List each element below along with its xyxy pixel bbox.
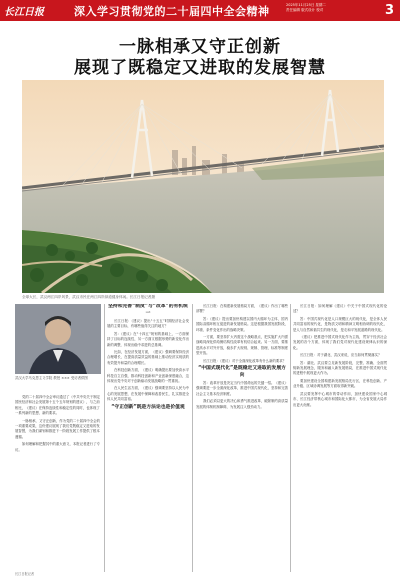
- article-paragraph: 答：《建议》在“十四五”规划的基础上，一方面保持了目标的连续性，另一方面又根据形势的新变化作出新的调整，体现出稳中求进的总基调。: [107, 331, 189, 347]
- article-paragraph: 《建议》把推进中国式现代化作为主线，贯穿于经济社会发展的各个方面，体现了我们党对现代化建设规律认识的深化。: [293, 335, 387, 350]
- newspaper-brand: 长江日报: [4, 7, 44, 18]
- article-paragraph: 答：《建议》提出要加快构建以国内大循环为主体、国内国际双循环相互促进的新发展格局。这是根据我国发展阶段、环境、条件变化作出的战略决策。: [196, 316, 288, 332]
- issue-date: 2025年11月25日 星期二: [286, 3, 326, 7]
- masthead: [0, 0, 400, 21]
- masthead-meta: [286, 3, 386, 12]
- page-number: 3: [384, 3, 394, 18]
- section-subhead: “守正创新”既是方法论也是价值观: [111, 404, 185, 410]
- intro-paragraph: 党的二十届四中全会审议通过了《中共中央关于制定国民经济和社会发展第十五个五年规划的建议》，与之前相比，《建议》在保持连续性和稳定性的同时，也体现了一系列新的思想、新的要求。: [15, 395, 100, 416]
- article-paragraph: 长江日报：在构建新发展格局方面，《建议》作出了哪些部署？: [196, 304, 288, 314]
- article-column-2: [107, 304, 189, 572]
- portrait-image: [15, 304, 101, 374]
- article-paragraph: 一方面，要坚持扩大内需这个战略基点，把实施扩大内需战略同深化供给侧结构性改革有机结合起来。另一方面，要推进高水平对外开放，稳步扩大规则、规制、管理、标准等制度型开放。: [196, 335, 288, 356]
- intro-column: [15, 395, 101, 571]
- photo-caption: 全球大长，武汉两江四岸风景，武汉市民在两江四岸绿道健身休闲。长江日报记者摄: [22, 295, 155, 299]
- article-paragraph: 答：改革开放是决定当代中国命运的关键一招。《建议》强调要进一步全面深化改革，推进中国式现代化，坚持和完善社会主义基本经济制度。: [196, 381, 288, 396]
- section-subhead: 坚持和完善“制度”与“改革”的有机统一: [108, 304, 188, 316]
- editor-credits: 责任编辑 版式设计 校对: [286, 7, 324, 12]
- column-divider: [192, 304, 193, 572]
- article-paragraph: 我们必须以更大的决心和勇气推进改革，破除制约高质量发展的体制机制障碍，为发展注入强劲动力。: [196, 399, 288, 409]
- article-paragraph: 武汉要发挥中心城市的带动作用，加快建设国家中心城市、长江经济带核心城市和国际化大都市，为全省发展大局作出更大贡献。: [293, 391, 387, 407]
- byline: 长江日报记者: [15, 572, 35, 576]
- article-paragraph: 长江日报：如何理解《建议》中关于中国式现代化的论述？: [293, 304, 387, 314]
- column-divider: [290, 304, 291, 572]
- article-paragraph: 要加快建设全国构建新发展格局先行区，在科技创新、产业升级、区域协调发展等方面取得新突破。: [293, 378, 387, 389]
- page-title-line1: 一脉相承又守正创新: [119, 37, 281, 57]
- interviewee-portrait: [15, 304, 101, 374]
- intro-paragraph: 如何理解和把握其中的重大意义，本报记者进行了专访。: [15, 442, 100, 452]
- page-title-line2: 展现了既稳定又进取的发展智慧: [74, 58, 326, 78]
- bridge-river-image: [22, 80, 384, 293]
- article-paragraph: 长江日报：对于湖北、武汉来说，应当如何贯彻落实？: [300, 353, 382, 358]
- section-subhead: “中国式现代化”是既稳定又进取的发展方向: [198, 366, 286, 378]
- portrait-caption: 武汉大学马克思主义学院 教授 ××× 受访者供图: [15, 376, 88, 380]
- article-paragraph: 在科技创新方面，《建议》明确提出要加快高水平科技自立自强，推动科技创新和产业创新深度融合，这体现出党中央对于创新驱动发展战略的一贯重视。: [107, 368, 189, 384]
- intro-paragraph: 一脉相承，又守正创新，作为党的二十届四中全会的一项重要成果，这份建议展现了我们党既稳定又进取的发展智慧，为我们谋划和推进下一阶段发展工作提供了根本遵循。: [15, 418, 100, 439]
- column-divider: [104, 304, 105, 572]
- article-paragraph: 答：中国式现代化是人口规模巨大的现代化，是全体人民共同富裕的现代化，是物质文明和精神文明相协调的现代化，是人与自然和谐共生的现代化，是走和平发展道路的现代化。: [293, 316, 387, 332]
- article-paragraph: 长江日报：《建议》对于全面深化改革有什么新的要求？: [203, 358, 287, 363]
- article-column-4: [293, 304, 387, 572]
- section-headline: 深入学习贯彻党的二十届四中全会精神: [74, 5, 270, 18]
- article-paragraph: 在人民生活方面，《建议》强调要坚持以人民为中心的发展思想，在发展中保障和改善民生，扎实推进全体人民共同富裕。: [107, 386, 189, 402]
- hero-photo: [22, 80, 384, 293]
- article-paragraph: 答：湖北、武汉要立足新发展阶段，完整、准确、全面贯彻新发展理念，服务和融入新发展格局，在推进中国式现代化的进程中展现更大作为。: [293, 360, 387, 376]
- article-paragraph: 长江日报：《建议》提出“十五五”时期经济社会发展的主要目标，有哪些值得关注的地方？: [107, 319, 189, 329]
- article-column-3: [196, 304, 288, 572]
- article-paragraph: 比如，在经济发展方面，《建议》强调要保持经济合理增长，在提高质量效益的基础上推动经济实现质的有效提升和量的合理增长。: [107, 350, 189, 365]
